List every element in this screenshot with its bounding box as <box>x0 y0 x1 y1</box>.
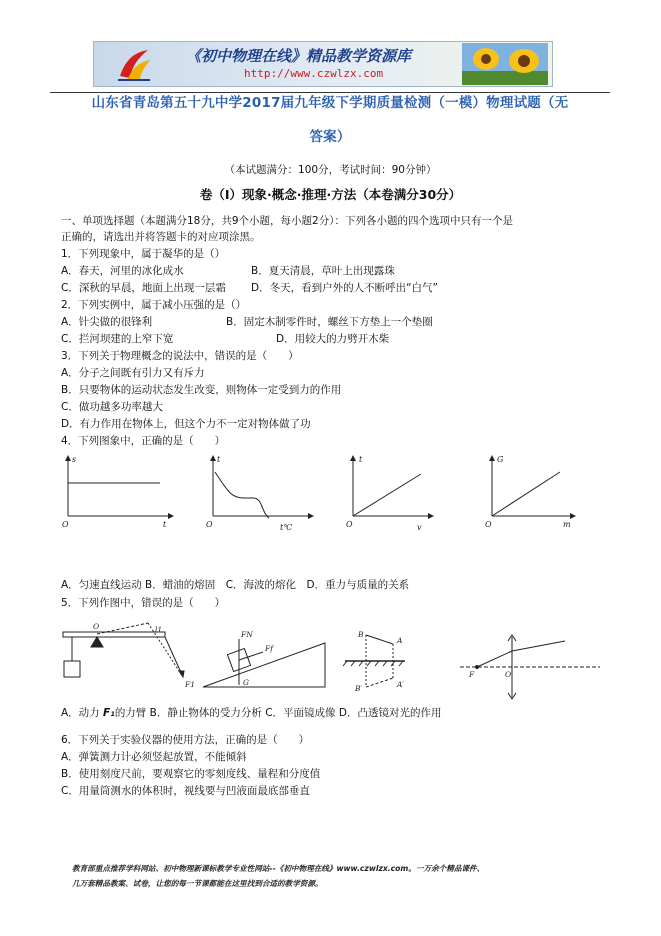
graph-a-ylabel: s <box>72 455 77 464</box>
banner-url[interactable]: http://www.czwlzx.com <box>244 67 384 80</box>
fulcrum <box>91 637 103 647</box>
exam-title-line1: 山东省青岛第五十九中学2017届九年级下学期质量检测（一模）物理试题（无 <box>91 95 569 111</box>
mirror-hatching <box>343 661 403 666</box>
graph-d-ylabel: G <box>497 455 504 464</box>
exam-title <box>40 86 620 154</box>
refracted-ray <box>512 641 565 651</box>
question-4-answers: A．匀速直线运动 B．蜡油的熔固 C．海波的熔化 D．重力与质量的关系 <box>61 579 410 591</box>
fig-b-label-ff: Ff <box>265 644 273 653</box>
graph-c-xlabel: v <box>417 523 422 532</box>
banner-title: 《初中物理在线》精品教学资源库 <box>186 47 412 65</box>
graph-c-ylabel: t <box>359 455 363 464</box>
question-4-stem: 4．下列图象中，正确的是（ ） <box>61 435 226 447</box>
graph-a-origin: O <box>62 520 69 529</box>
question-3-option-b: B．只要物体的运动状态发生改变，则物体一定受到力的作用 <box>61 384 342 396</box>
object-ab <box>366 635 393 644</box>
incident-ray <box>477 651 512 667</box>
question-5-answers-f1: F₁ <box>103 707 115 719</box>
part-intro-line2: 正确的，请选出并将答题卡的对应项涂黑。 <box>61 231 261 243</box>
fig-a-label-l1: l1 <box>155 625 163 634</box>
question-2-stem: 2．下列实例中，属于减小压强的是（） <box>61 299 247 311</box>
question-5-figures <box>55 615 615 705</box>
graph-c-origin: O <box>346 520 353 529</box>
lever-bar <box>63 632 165 637</box>
question-1-option-a: A．春天，河里的冰化成水 <box>61 265 184 277</box>
question-3-stem: 3．下列关于物理概念的说法中，错误的是（ ） <box>61 350 299 362</box>
fig-b-label-fn: FN <box>241 630 253 639</box>
question-1-option-b: B．夏天清晨，草叶上出现露珠 <box>251 265 395 277</box>
fig-c-label-a-prime: A′ <box>397 680 405 689</box>
graph-c <box>353 456 433 516</box>
sunflower-icon <box>462 43 548 85</box>
fig-d-label-o: O <box>505 670 512 679</box>
graph-d-origin: O <box>485 520 492 529</box>
graph-a-xlabel: t <box>163 520 167 529</box>
fig-c-label-b: B <box>358 630 364 639</box>
question-3-option-d: D．有力作用在物体上，但这个力不一定对物体做了功 <box>61 418 311 430</box>
fig-d-label-f: F <box>469 670 475 679</box>
graph-d-line <box>492 472 560 516</box>
graph-b-origin: O <box>206 520 213 529</box>
graph-c-line <box>353 474 421 516</box>
figure-b-incline <box>203 639 325 687</box>
question-1-option-d: D．冬天，看到户外的人不断呼出“白气” <box>251 282 438 294</box>
question-2-option-b: B．固定木制零件时，螺丝下方垫上一个垫圈 <box>226 316 433 328</box>
question-3-option-c: C．做功越多功率越大 <box>61 401 163 413</box>
fig-c-label-b-prime: B′ <box>355 684 363 693</box>
header-banner <box>93 41 553 87</box>
graph-a <box>68 456 173 516</box>
question-2-option-c: C．拦河坝建的上窄下宽 <box>61 333 174 345</box>
section-title: 卷（Ⅰ）现象·概念·推理·方法（本卷满分30分） <box>199 187 462 202</box>
question-5-answers-pre: A．动力 <box>61 707 104 719</box>
force-ff <box>239 652 263 660</box>
figure-a-lever <box>63 623 184 677</box>
exam-title-line2: 答案） <box>309 129 351 145</box>
question-6-option-b: B．使用刻度尺前，要观察它的零刻度线、量程和分度值 <box>61 768 321 780</box>
czwlzx-logo-icon <box>116 46 152 82</box>
question-2-option-a: A．针尖做的很锋利 <box>61 316 153 328</box>
question-1-stem: 1．下列现象中，属于凝华的是（） <box>61 248 226 260</box>
image-ab <box>366 678 393 687</box>
score-time: （本试题满分：100分，考试时间：90分钟） <box>224 164 437 176</box>
graph-b-curve <box>215 472 269 518</box>
focus-point <box>476 666 479 669</box>
question-6-option-a: A．弹簧测力计必须竖起放置，不能倾斜 <box>61 751 247 763</box>
lever-arm-l1 <box>148 623 183 677</box>
question-1-option-c: C．深秋的早晨，地面上出现一层霜 <box>61 282 226 294</box>
question-5-stem: 5．下列作图中，错误的是（ ） <box>61 597 226 609</box>
question-2-option-d: D．用较大的力劈开木柴 <box>276 333 390 345</box>
question-5-answers-post: 的力臂 B．静止物体的受力分析 C．平面镜成像 D．凸透镜对光的作用 <box>114 707 442 719</box>
fig-a-label-o: O <box>93 622 100 631</box>
fig-c-label-a: A <box>397 636 403 645</box>
figure-c-mirror <box>343 635 405 687</box>
footer-line1: 教育部重点推荐学科网站、初中物理新课标教学专业性网站--《初中物理在线》www.czwlzx.com。一万余个精品课件、 <box>72 864 485 873</box>
graph-b-ylabel: t <box>217 455 221 464</box>
question-5-answers <box>61 706 441 720</box>
question-6-option-c: C．用量筒测水的体积时，视线要与凹液面最底部垂直 <box>61 785 310 797</box>
figure-d-lens <box>460 635 600 699</box>
graph-d <box>492 456 575 516</box>
graph-b-xlabel: t℃ <box>280 523 293 532</box>
fig-b-label-g: G <box>243 678 249 687</box>
question-4-graphs <box>55 450 615 540</box>
fig-a-label-f1: F1 <box>185 680 195 689</box>
question-6-stem: 6．下列关于实验仪器的使用方法，正确的是（ ） <box>61 734 310 746</box>
graph-b <box>213 456 313 518</box>
question-3-option-a: A．分子之间既有引力又有斥力 <box>61 367 205 379</box>
weight-block <box>64 661 80 677</box>
part-intro-line1: 一、单项选择题（本题满分18分，共9个小题，每小题2分）：下列各小题的四个选项中只有一个是 <box>61 215 513 227</box>
graph-d-xlabel: m <box>563 520 571 529</box>
incline-surface <box>203 643 325 687</box>
footer-line2: 几万套精品教案、试卷，让您的每一节课都能在这里找到合适的教学资源。 <box>72 879 323 888</box>
